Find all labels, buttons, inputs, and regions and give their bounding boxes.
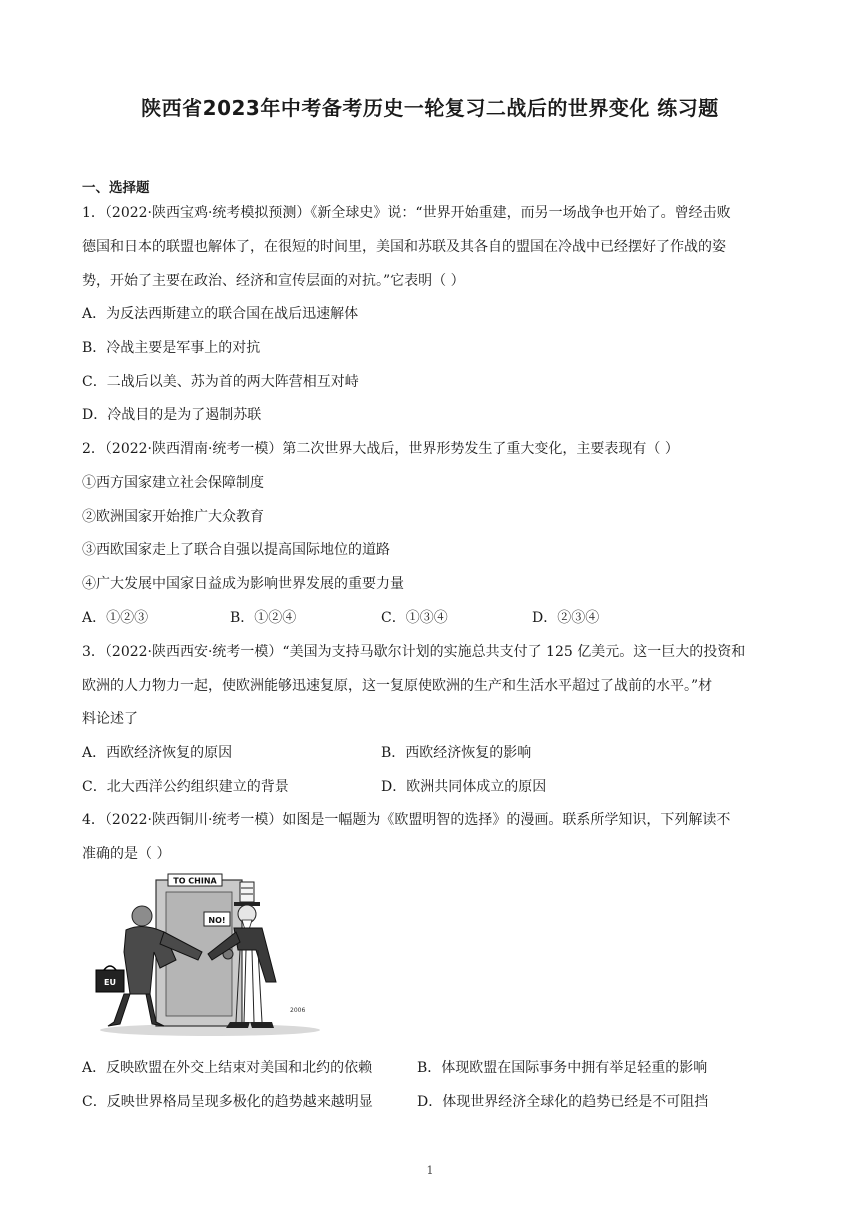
q3-option-d: D．欧洲共同体成立的原因 — [381, 779, 547, 795]
q2-statement-2: ②欧洲国家开始推广大众教育 — [82, 509, 264, 525]
q4-option-a: A．反映欧盟在外交上结束对美国和北约的依赖 — [82, 1060, 373, 1076]
q1-stem-line-3: 势，开始了主要在政治、经济和宣传层面的对抗。”它表明（ ） — [82, 273, 465, 289]
q1-stem-line-2: 德国和日本的联盟也解体了，在很短的时间里，美国和苏联及其各自的盟国在冷战中已经摆好了作战的姿 — [82, 239, 726, 255]
q4-option-d: D．体现世界经济全球化的趋势已经是不可阻挡 — [417, 1094, 709, 1110]
q3-option-b: B．西欧经济恢复的影响 — [381, 745, 532, 761]
q2-statement-3: ③西欧国家走上了联合自强以提高国际地位的道路 — [82, 542, 390, 558]
q3-stem-line-1: 3．（2022·陕西西安·统考一模）“美国为支持马歇尔计划的实施总共支付了 125 亿美元。这一巨大的投资和 — [82, 644, 746, 660]
q2-stem-line-1: 2．（2022·陕西渭南·统考一模）第二次世界大战后，世界形势发生了重大变化，主要表现有（ ） — [82, 441, 679, 457]
q4-stem-line-2: 准确的是（ ） — [82, 846, 171, 862]
q2-option-d: D．②③④ — [532, 610, 600, 626]
cartoon-sign-text: TO CHINA — [173, 876, 217, 886]
q1-option-a: A．为反法西斯建立的联合国在战后迅速解体 — [82, 306, 359, 322]
q1-option-d: D．冷战目的是为了遏制苏联 — [82, 407, 262, 423]
q3-stem-line-2: 欧洲的人力物力一起，使欧洲能够迅速复原，这一复原使欧洲的生产和生活水平超过了战前的水平。”材 — [82, 678, 713, 694]
section-heading: 一、选择题 — [82, 180, 150, 196]
cartoon-bag-text: EU — [104, 978, 116, 987]
q2-option-c: C．①③④ — [381, 610, 448, 626]
q4-stem-line-1: 4．（2022·陕西铜川·统考一模）如图是一幅题为《欧盟明智的选择》的漫画。联系所学知识，下列解读不 — [82, 812, 731, 828]
q4-option-b: B．体现欧盟在国际事务中拥有举足轻重的影响 — [417, 1060, 708, 1076]
q2-statement-4: ④广大发展中国家日益成为影响世界发展的重要力量 — [82, 576, 404, 592]
q3-stem-line-3: 料论述了 — [82, 711, 138, 727]
q2-statement-1: ①西方国家建立社会保障制度 — [82, 475, 264, 491]
q3-option-a: A．西欧经济恢复的原因 — [82, 745, 233, 761]
q2-option-a: A．①②③ — [82, 610, 149, 626]
eu-cartoon-image — [90, 872, 330, 1042]
q1-stem-line-1: 1．（2022·陕西宝鸡·统考模拟预测）《新全球史》说：“世界开始重建，而另一场战争也开始了。曾经击败 — [82, 205, 731, 221]
q2-option-b: B．①②④ — [230, 610, 297, 626]
q1-option-c: C．二战后以美、苏为首的两大阵营相互对峙 — [82, 374, 359, 390]
cartoon-bubble-text: NO! — [208, 916, 226, 925]
cartoon-signature: 2006 — [290, 1007, 306, 1014]
q1-option-b: B．冷战主要是军事上的对抗 — [82, 340, 261, 356]
page-number: 1 — [426, 1164, 434, 1177]
q3-option-c: C．北大西洋公约组织建立的背景 — [82, 779, 289, 795]
document-title: 陕西省2023年中考备考历史一轮复习二战后的世界变化 练习题 — [141, 96, 719, 120]
q4-option-c: C．反映世界格局呈现多极化的趋势越来越明显 — [82, 1094, 373, 1110]
